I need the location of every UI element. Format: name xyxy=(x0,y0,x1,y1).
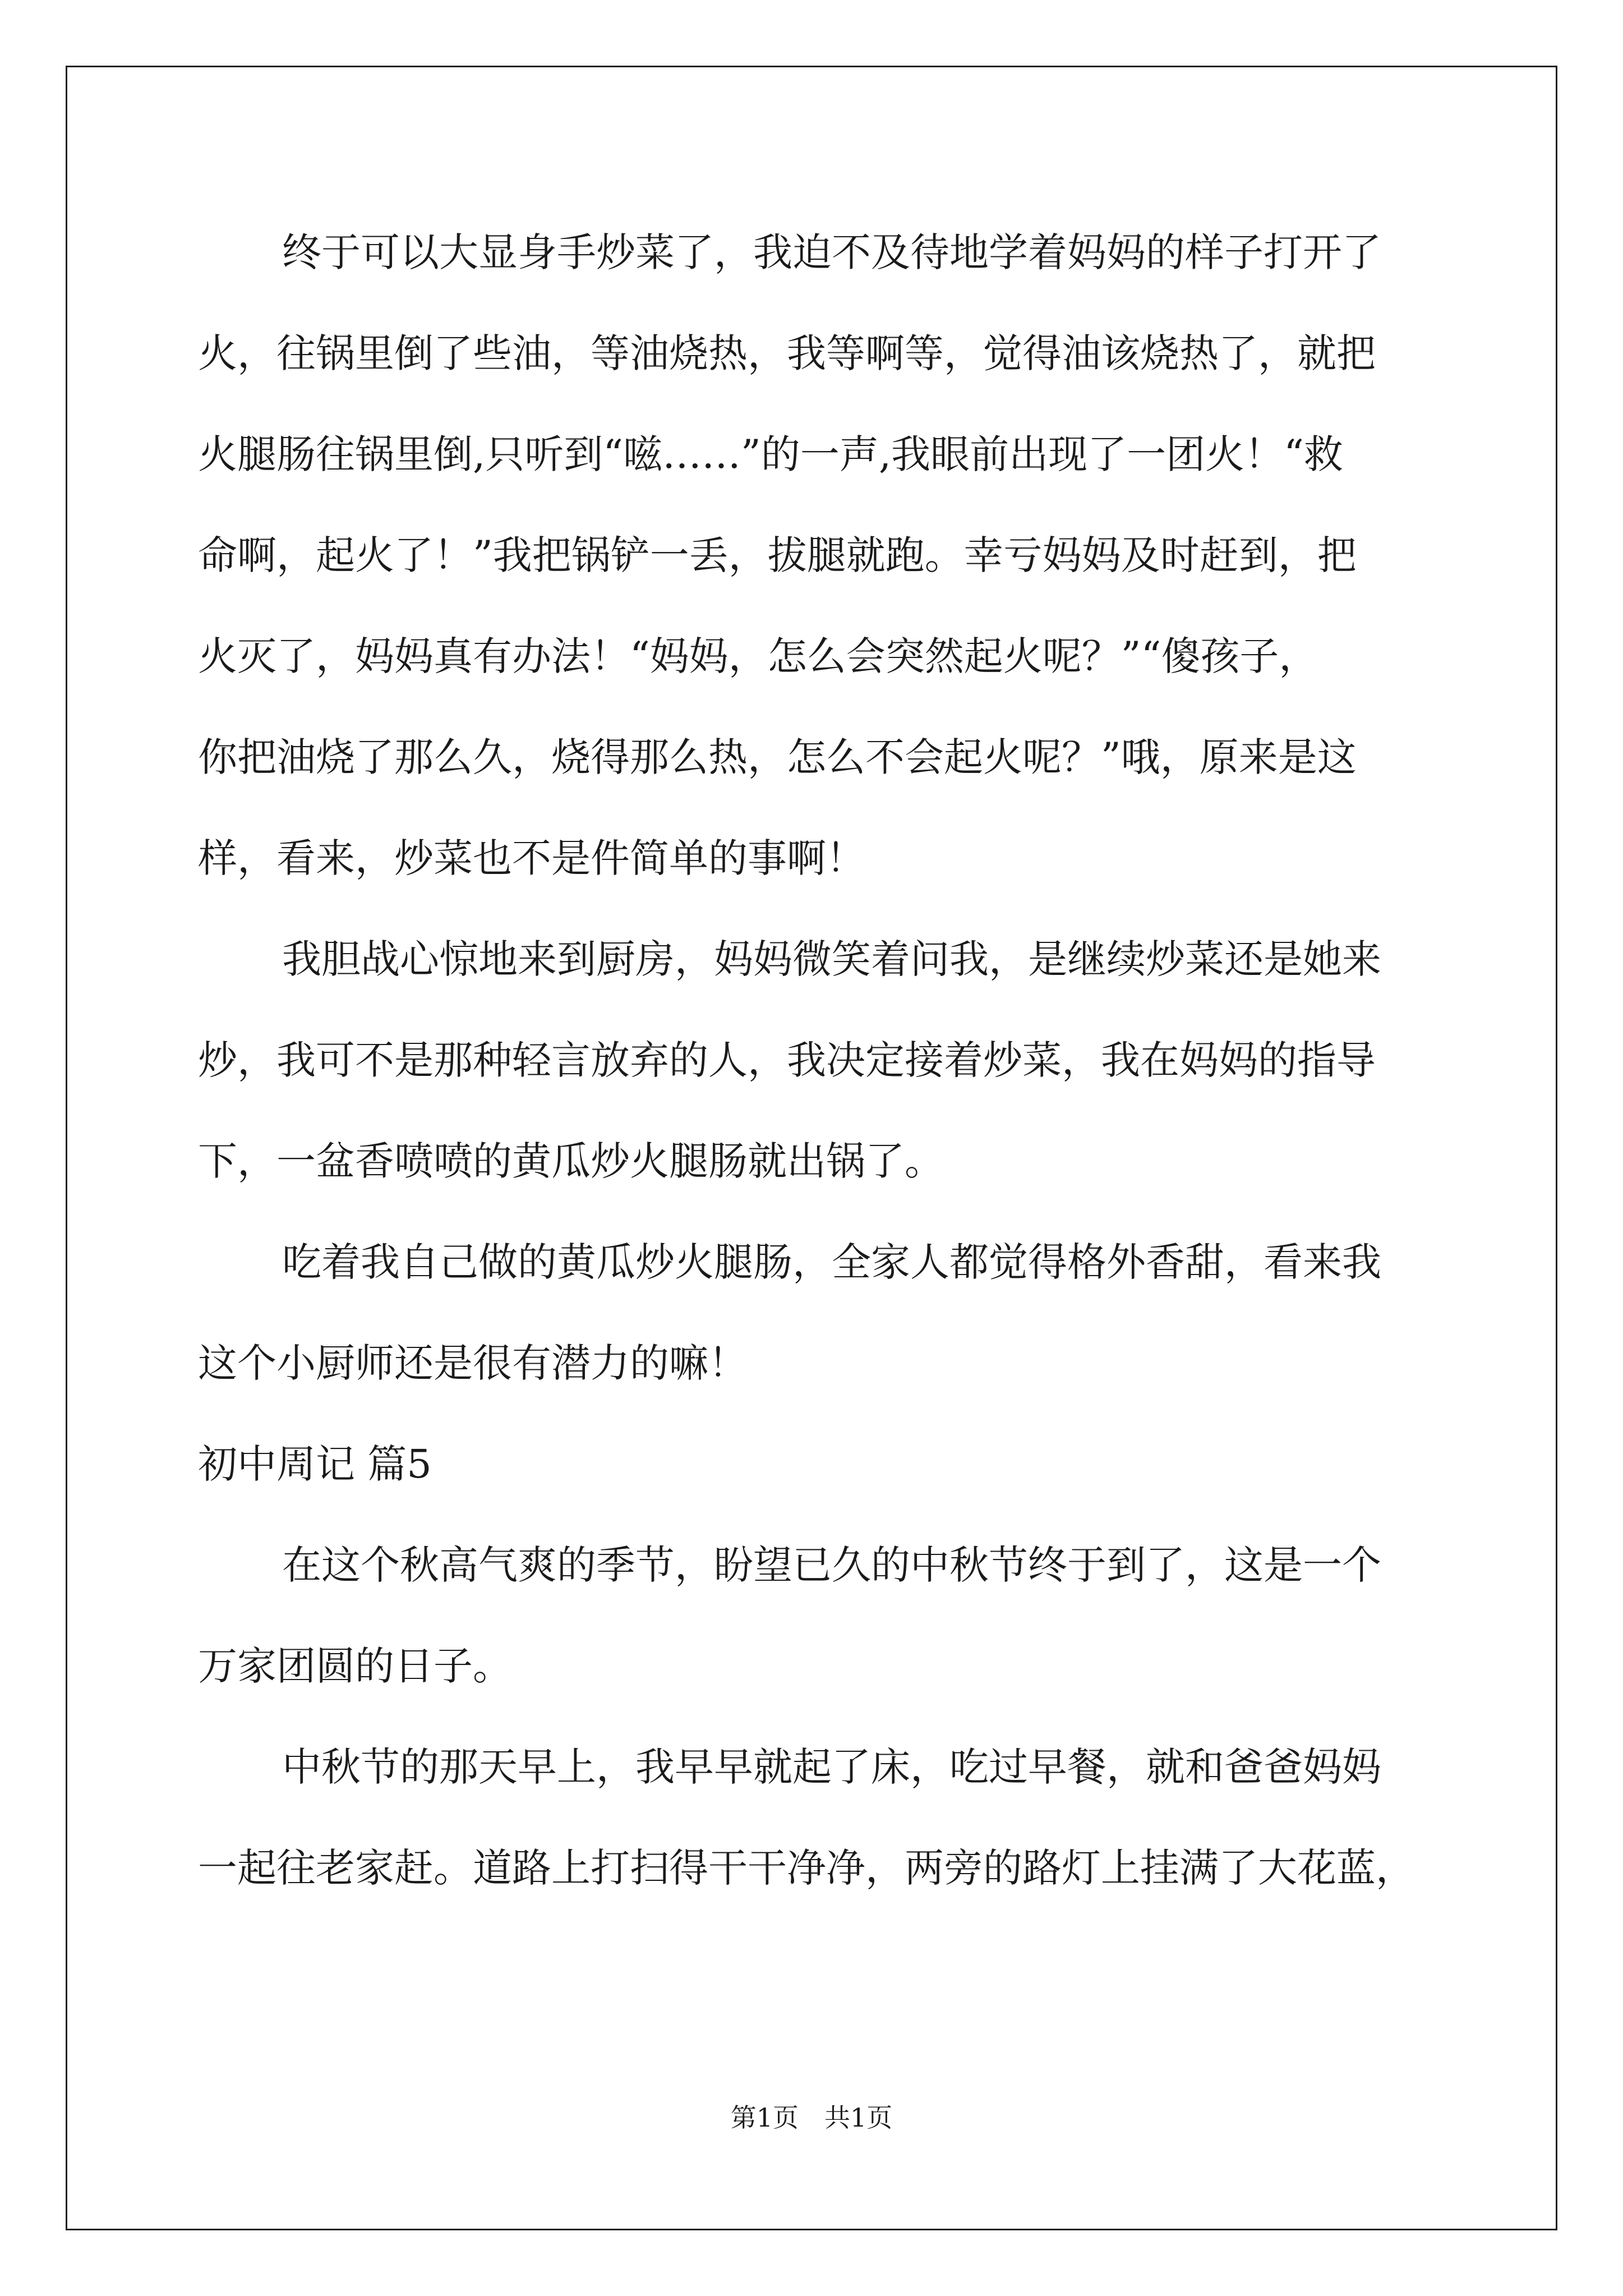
text-line: 一起往老家赶。道路上打扫得干干净净，两旁的路灯上挂满了大花蓝， xyxy=(198,1845,1415,1891)
text-line: 吃着我自己做的黄瓜炒火腿肠，全家人都觉得格外香甜，看来我 xyxy=(282,1239,1381,1285)
text-line: 火灭了，妈妈真有办法！“妈妈，怎么会突然起火呢？”“傻孩子， xyxy=(198,633,1318,679)
text-line: 万家团圆的日子。 xyxy=(198,1643,512,1689)
text-line: 火，往锅里倒了些油，等油烧热，我等啊等，觉得油该烧热了，就把 xyxy=(198,330,1376,376)
text-line: 命啊，起火了！”我把锅铲一丢，拔腿就跑。幸亏妈妈及时赶到，把 xyxy=(198,532,1357,578)
text-line: 我胆战心惊地来到厨房，妈妈微笑着问我，是继续炒菜还是她来 xyxy=(282,936,1381,982)
paragraph xyxy=(198,202,1454,909)
paragraph xyxy=(198,1515,1454,1717)
document-body xyxy=(198,202,1454,1918)
page-footer: 第1页 共1页 xyxy=(730,2102,893,2133)
text-line: 炒，我可不是那种轻言放弃的人，我决定接着炒菜，我在妈妈的指导 xyxy=(198,1037,1376,1083)
text-line: 你把油烧了那么久，烧得那么热，怎么不会起火呢？”哦，原来是这 xyxy=(198,734,1357,780)
paragraph xyxy=(198,1212,1454,1414)
section-heading: 初中周记 篇5 xyxy=(198,1441,432,1487)
text-line: 火腿肠往锅里倒,只听到“嗞……”的一声,我眼前出现了一团火！“救 xyxy=(198,431,1343,477)
text-line: 在这个秋高气爽的季节，盼望已久的中秋节终于到了，这是一个 xyxy=(282,1542,1381,1588)
text-line: 终于可以大显身手炒菜了，我迫不及待地学着妈妈的样子打开了 xyxy=(282,229,1381,275)
text-line: 样，看来，炒菜也不是件简单的事啊！ xyxy=(198,835,865,881)
text-line: 这个小厨师还是很有潜力的嘛！ xyxy=(198,1340,748,1386)
paragraph xyxy=(198,1717,1454,1918)
paragraph xyxy=(198,909,1454,1212)
text-line: 下，一盆香喷喷的黄瓜炒火腿肠就出锅了。 xyxy=(198,1138,944,1184)
text-line: 中秋节的那天早上，我早早就起了床，吃过早餐，就和爸爸妈妈 xyxy=(282,1744,1381,1790)
